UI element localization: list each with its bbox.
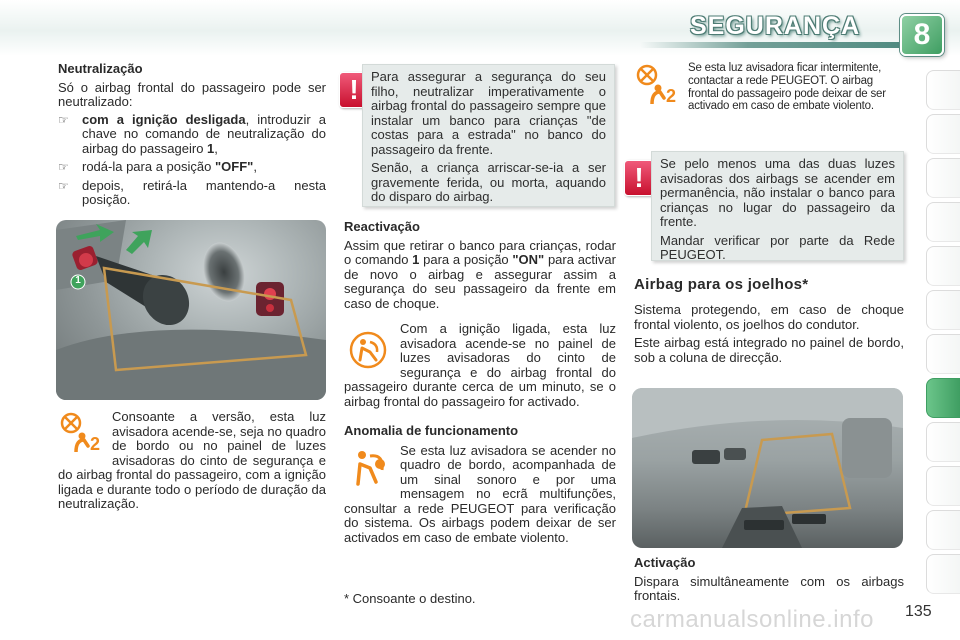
svg-text:2: 2 xyxy=(90,434,101,452)
chapter-tab[interactable] xyxy=(926,554,960,594)
neutralization-steps xyxy=(58,113,326,208)
exclamation-warning-icon: ! xyxy=(339,72,369,108)
airbag-off-icon xyxy=(636,64,682,108)
exclamation-warning-icon: ! xyxy=(624,160,654,196)
activation-section xyxy=(634,556,904,604)
warning-text: Se pelo menos uma das duas luzes avisadoras dos airbags se acender em permanência, não instalar o banco para crianças no lugar do passageiro da frente. xyxy=(660,156,895,229)
airbag-off-icon xyxy=(58,410,112,454)
anomaly-section xyxy=(344,424,616,545)
ignition-light-note: Com a ignição ligada, esta luz avisadora acende-se no painel de luzes avisadoras do cinto de segurança e do airbag frontal do passageiro durante cerca de um minuto, se o airbag frontal do passageiro for activado. xyxy=(344,321,616,409)
activation-text: Dispara simultâneamente com os airbags frontais. xyxy=(634,573,904,603)
svg-text:2: 2 xyxy=(666,86,677,104)
neutralization-intro: Só o airbag frontal do passageiro pode ser neutralizado: xyxy=(58,79,326,109)
airbag-key-switch-photo xyxy=(56,220,326,400)
knee-airbag-photo xyxy=(632,388,903,548)
pointing-hand-icon: ☞ xyxy=(58,160,69,174)
neutralization-heading: Neutralização xyxy=(58,61,143,76)
chapter-tab[interactable] xyxy=(926,510,960,550)
step-item: ☞ com a ignição desligada, introduzir a chave no comando de neutralização do airbag do passageiro 1, xyxy=(58,111,326,156)
chapter-tab[interactable] xyxy=(926,70,960,110)
chapter-tab[interactable] xyxy=(926,246,960,286)
key-switch-illustration xyxy=(56,220,326,400)
step-item: ☞ depois, retirá-la mantendo-a nesta posição. xyxy=(58,177,326,207)
neutralization-light-note: 2 Consoante a versão, esta luz avisadora acende-se, seja no quadro de bordo ou no painel de luzes avisadoras do cinto de segurança e do airbag frontal do passageiro, com a ignição ligada e durante todo o período de duração da neutralização. xyxy=(58,409,326,511)
reactivation-section xyxy=(344,220,616,311)
page-number: 135 xyxy=(905,603,932,620)
knee-airbag-illustration xyxy=(632,388,903,548)
footnote: * Consoante o destino. xyxy=(344,591,476,606)
chapter-tab[interactable] xyxy=(926,290,960,330)
chapter-tab[interactable] xyxy=(926,466,960,506)
anomaly-heading: Anomalia de funcionamento xyxy=(344,423,519,438)
airbag-light-warning-box xyxy=(651,151,904,261)
photo-label-1: 1 xyxy=(75,275,81,286)
pointing-hand-icon: ☞ xyxy=(58,178,69,193)
pointing-hand-icon: ☞ xyxy=(58,112,69,127)
step-item: ☞ rodá-la para a posição "OFF", xyxy=(58,159,257,174)
page-title: SEGURANÇA xyxy=(690,12,861,40)
chapter-tabs xyxy=(926,70,960,598)
warning-text: Senão, a criança arriscar-se-ia a ser gravemente ferida, ou morta, aquando do disparo do airbag. xyxy=(371,160,606,204)
reactivation-heading: Reactivação xyxy=(344,219,420,234)
knee-airbag-heading: Airbag para os joelhos* xyxy=(634,276,809,293)
anomaly-text: Se esta luz avisadora se acender no quadro de bordo, acompanhada de um sinal sonoro e por uma mensagem no ecrã multifunções, consultar a rede PEUGEOT para verificação do sistema. Os airbags podem deixar de ser activados em caso de embate violento. xyxy=(344,442,616,545)
warning-text: Mandar verificar por parte da Rede PEUGEOT. xyxy=(660,232,895,262)
knee-airbag-text: Sistema protegendo, em caso de choque frontal violento, os joelhos do condutor. Este airbag está integrado no painel de bordo, sob a coluna de direcção. xyxy=(634,302,904,365)
airbag-fault-icon xyxy=(344,444,400,488)
activation-heading: Activação xyxy=(634,555,696,570)
chapter-tab[interactable] xyxy=(926,114,960,154)
child-seat-warning-box xyxy=(362,64,615,207)
intermittent-light-note: Se esta luz avisadora ficar intermitente, contactar a rede PEUGEOT. O airbag frontal do passageiro pode deixar de ser activado em caso de embate violento. xyxy=(688,62,886,113)
chapter-tab[interactable] xyxy=(926,202,960,242)
chapter-tab[interactable] xyxy=(926,422,960,462)
chapter-number-badge: 8 xyxy=(900,14,944,56)
chapter-tab[interactable] xyxy=(926,158,960,198)
chapter-tab[interactable] xyxy=(926,334,960,374)
airbag-on-icon xyxy=(344,322,400,374)
warning-text: Para assegurar a segurança do seu filho, neutralizar imperativamente o airbag frontal do passageiro sempre que instalar um banco para crianças "de costas para a estrada" no banco do passageiro da frente. xyxy=(371,69,606,157)
header-accent-bar xyxy=(640,42,910,48)
chapter-tab-active[interactable] xyxy=(926,378,960,418)
watermark: carmanualsonline.info xyxy=(630,606,874,633)
reactivation-text: Assim que retirar o banco para crianças, rodar o comando 1 para a posição "ON" para activar de novo o airbag e assegurar assim a segurança do seu passageiro da frente em caso de choque. xyxy=(344,237,616,311)
neutralization-section xyxy=(58,62,326,212)
